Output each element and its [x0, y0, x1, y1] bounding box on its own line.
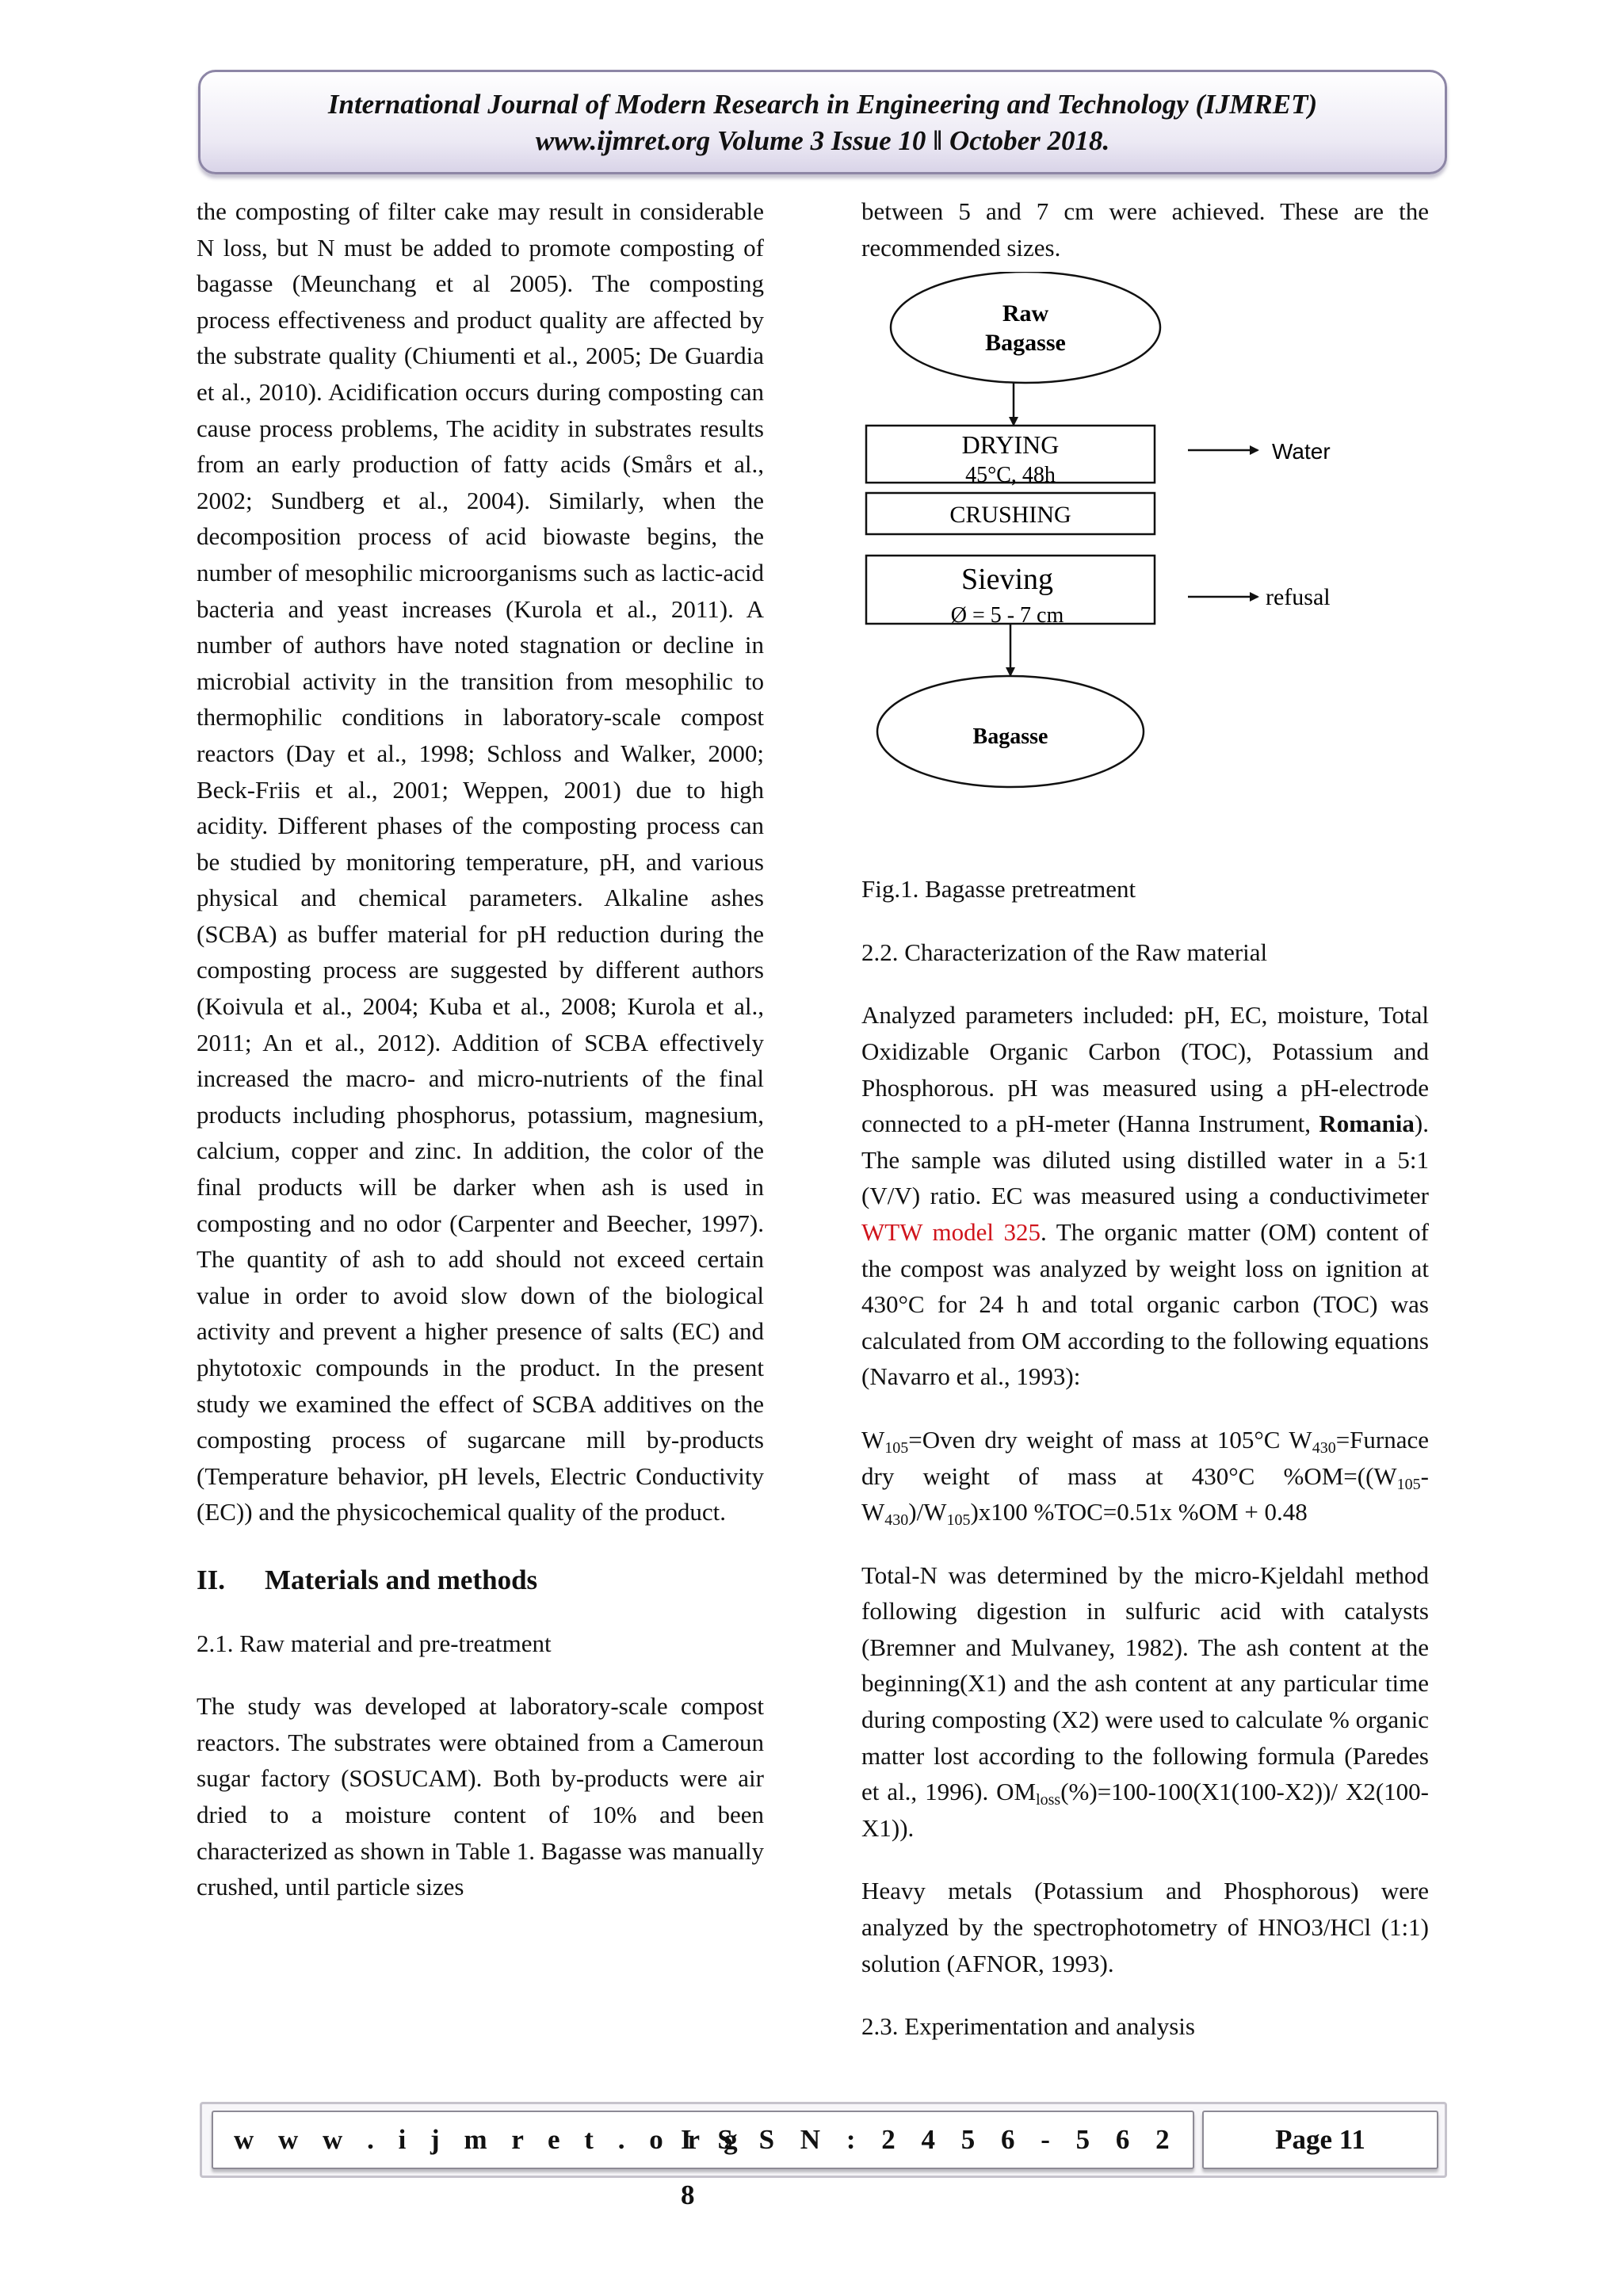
eq-om-end: )x100	[970, 1498, 1028, 1526]
eq-furnace: =Furnace dry weight of mass at 430°C	[861, 1425, 1430, 1490]
om-loss-formula: (%)=100-100(X1(100-X2))/ X2(100-X1)).	[861, 1778, 1429, 1842]
eq-toc-tail: %OM + 0.48	[1178, 1498, 1308, 1526]
subsection-2-3-title: 2.3. Experimentation and analysis	[861, 2012, 1195, 2041]
analysis-text-3: . The organic matter (OM) content of the compost was analyzed by weight loss on ignition at 430°C for 24 h and total organic carbon (TOC) was calculated from OM according to the following equations (Navarro et al., 1993):	[861, 1217, 1430, 1391]
bagasse-bottom-label: Bagasse	[972, 724, 1048, 750]
raw-bagasse-ellipse	[891, 272, 1160, 383]
eq-oven: =Oven dry weight of mass at 105°C	[908, 1425, 1281, 1454]
analysis-text-2: ). The sample was diluted using distilled water in a 5:1 (V/V) ratio. EC was measured using a conductivimeter	[861, 1110, 1429, 1210]
section-title: Materials and methods	[265, 1564, 538, 1595]
eq-w-1: W	[861, 1425, 885, 1454]
figure-caption: Fig.1. Bagasse pretreatment	[861, 875, 1136, 904]
eq-toc: %TOC=0.51x	[1033, 1498, 1173, 1526]
eq-w-2: W	[1289, 1425, 1312, 1454]
eq-sub-4: 430	[884, 1511, 909, 1530]
section-number: II.	[197, 1564, 225, 1595]
page-footer	[200, 2102, 1447, 2210]
refusal-label: refusal	[1266, 584, 1331, 611]
eq-dash: -W	[861, 1461, 1429, 1526]
heavy-metals-paragraph: Heavy metals (Potassium and Phosphorous) were analyzed by the spectrophotometry of HNO3/HCl (1:1) solution (AFNOR, 1993).	[861, 1877, 1429, 1977]
drying-conditions: 45°C, 48h	[965, 463, 1056, 488]
page-number: Page 11	[1202, 2111, 1438, 2169]
journal-header	[198, 70, 1447, 174]
continued-paragraph: between 5 and 7 cm were achieved. These are the recommended sizes.	[861, 197, 1429, 262]
instrument-model: WTW model 325	[861, 1217, 1041, 1246]
water-label: Water	[1272, 439, 1331, 464]
sieving-conditions: Ø = 5 - 7 cm	[950, 603, 1064, 628]
study-paragraph: The study was developed at laboratory-scale compost reactors. The substrates were obtained from a Cameroun sugar factory (SOSUCAM). Both by-products were air dried to a moisture content of 10% and been characterized as shown in Table 1. Bagasse was manually crushed, until particle sizes	[197, 1692, 764, 1901]
section-heading	[197, 1562, 764, 1599]
footer-issn: I S S N : 2 4 5 6 - 5 6 2 8	[681, 2124, 1179, 2210]
subsection-2-1-title: 2.1. Raw material and pre-treatment	[197, 1629, 552, 1657]
right-column	[861, 193, 1429, 2045]
drying-label: DRYING	[961, 430, 1060, 460]
analysis-paragraph	[861, 997, 1429, 1395]
footer-url: w w w . i j m r e t . o r g	[234, 2124, 747, 2155]
raw-label: Raw	[1002, 300, 1049, 327]
eq-sub-3: 105	[1396, 1475, 1421, 1493]
eq-om-start: %OM=((W	[1283, 1461, 1397, 1490]
intro-paragraph: the composting of filter cake may result in considerable N loss, but N must be added to promote composting of bagasse (Meunchang et al 2005). The composting process effectiveness and product quality are affected by the substrate quality (Chiumenti et al., 2005; De Guardia et al., 2010). Acidification occurs during composting can cause process problems, The acidity in substrates results from an early production of fatty acids (Smårs et al., 2002; Sundberg et al., 2004). Similarly, when the decomposition process of acid biowaste begins, the number of mesophilic microorganisms such as lactic-acid bacteria and yeast increases (Kurola et al., 2011). A number of authors have noted stagnation or decline in microbial activity in the transition from mesophilic to thermophilic conditions in laboratory-scale compost reactors (Day et al., 1998; Schloss and Walker, 2000; Beck-Friis et al., 2001; Weppen, 2001) due to high acidity. Different phases of the composting process can be studied by monitoring temperature, pH, and various physical and chemical parameters. Alkaline ashes (SCBA) as buffer material for pH reduction during the composting process are suggested by different authors (Koivula et al., 2004; Kuba et al., 2008; Kurola et al., 2011; An et al., 2012). Addition of SCBA effectively increased the macro- and micro-nutrients of the final products including phosphorus, potassium, magnesium, calcium, copper and zinc. In addition, the color of the final products will be darker when ash is used in composting and no odor (Carpenter and Beecher, 1997). The quantity of ash to add should not exceed certain value in order to avoid slow down of the biological activity and prevent a higher presence of salts (EC) and phytotoxic compounds in the product. In the present study we examined the effect of SCBA additives on the composting process of sugarcane mill by-products (Temperature behavior, pH levels, Electric Conductivity (EC)) and the physicochemical quality of the product.	[197, 197, 764, 1526]
nitrogen-paragraph	[861, 1557, 1429, 1847]
pretreatment-flowchart	[861, 272, 1429, 890]
crushing-label: CRUSHING	[949, 502, 1071, 529]
left-column	[197, 193, 764, 1905]
bagasse-top-label: Bagasse	[985, 330, 1066, 357]
analysis-bold: Romania	[1319, 1110, 1415, 1138]
footer-left-box	[212, 2111, 1194, 2210]
analysis-text-1: Analyzed parameters included: pH, EC, moisture, Total Oxidizable Organic Carbon (TOC), Potassium and Phosphorous. pH was measured using a pH-electrode connected to a pH-meter (Hanna Instrument,	[861, 1001, 1429, 1138]
sieving-label: Sieving	[960, 563, 1054, 597]
eq-sub-1: 105	[884, 1438, 909, 1457]
nitrogen-text: Total-N was determined by the micro-Kjeldahl method following digestion in sulfuric acid with catalysts (Bremner and Mulvaney, 1982). The ash content at the beginning(X1) and the ash content at any particular time during composting (X2) were used to calculate % organic matter lost according to the following formula (Paredes et al., 1996). OM	[861, 1561, 1429, 1806]
om-loss-sub: loss	[1036, 1791, 1061, 1809]
journal-issue: www.ijmret.org Volume 3 Issue 10 ǁ October 2018.	[535, 125, 1110, 156]
equations-block	[861, 1422, 1429, 1530]
eq-sub-5: 105	[946, 1511, 971, 1530]
subsection-2-2-title: 2.2. Characterization of the Raw material	[861, 938, 1268, 966]
eq-sub-2: 430	[1312, 1438, 1336, 1457]
journal-title: International Journal of Modern Research in Engineering and Technology (IJMRET)	[327, 89, 1318, 120]
eq-close-div: )/W	[908, 1498, 947, 1526]
